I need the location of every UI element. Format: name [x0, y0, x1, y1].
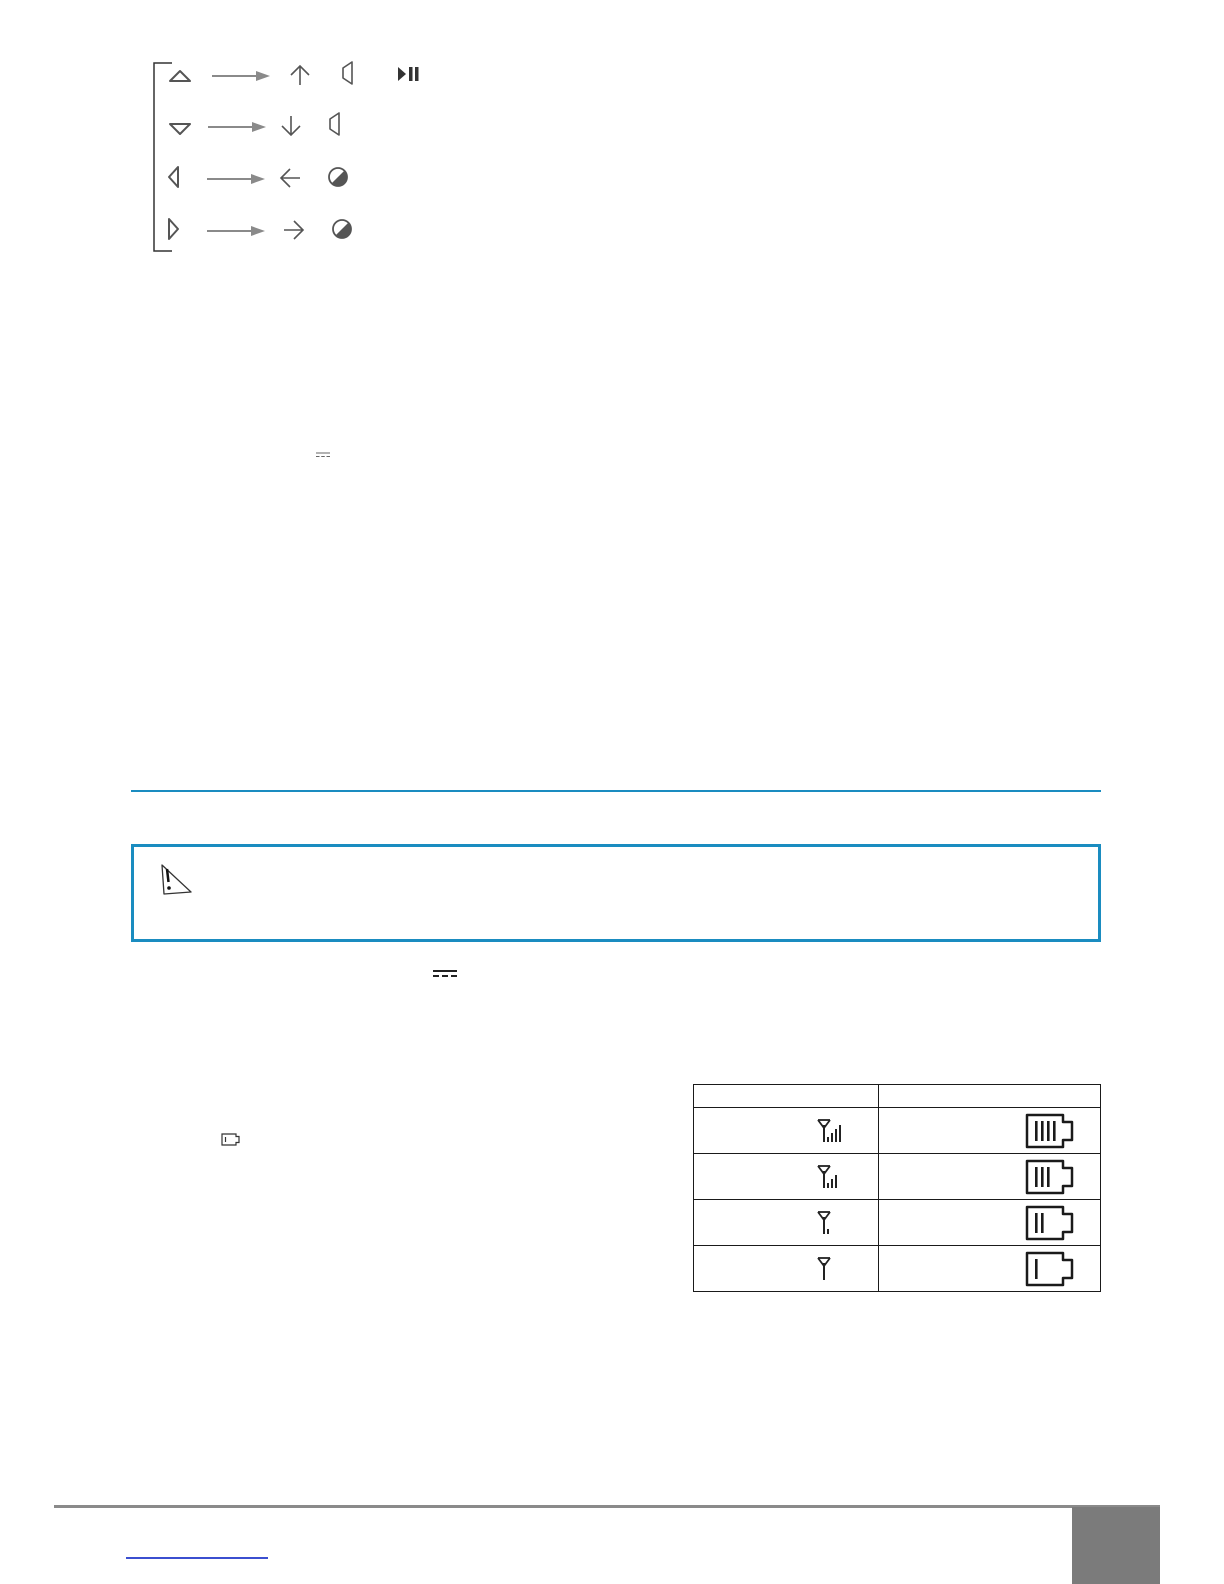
triangle-left-outline-icon [166, 165, 182, 189]
table-row [694, 1200, 1101, 1246]
dc-current-icon [433, 970, 457, 978]
signal-cell [694, 1200, 879, 1246]
signal-cell [694, 1108, 879, 1154]
speaker-icon [341, 60, 355, 86]
battery-cell [879, 1154, 1101, 1200]
triangle-right-outline-icon [166, 217, 182, 241]
battery-level-icon [1025, 1205, 1075, 1241]
arrow-up-icon [289, 64, 311, 86]
indicator-table [693, 1084, 1101, 1292]
table-row [694, 1154, 1101, 1200]
warning-box [131, 844, 1101, 942]
table-row [694, 1108, 1101, 1154]
triangle-down-outline-icon [168, 121, 192, 137]
page-number-tab [1072, 1507, 1160, 1584]
battery-level-icon [1025, 1251, 1075, 1287]
battery-cell [879, 1200, 1101, 1246]
mapping-arrow-icon [208, 121, 268, 133]
signal-cell [694, 1154, 879, 1200]
triangle-up-outline-icon [168, 68, 192, 84]
battery-level-icon [1025, 1113, 1075, 1149]
mapping-arrow-icon [207, 225, 267, 237]
footer-divider [54, 1505, 1160, 1508]
signal-strength-icon [817, 1257, 845, 1281]
dc-current-icon [316, 452, 330, 458]
section-divider [131, 790, 1101, 792]
signal-strength-icon [817, 1211, 845, 1235]
signal-strength-icon [817, 1165, 845, 1189]
arrow-down-icon [280, 115, 302, 137]
footer-link-underline[interactable] [126, 1557, 268, 1559]
arrow-left-icon [279, 167, 301, 189]
battery-cell [879, 1246, 1101, 1292]
signal-column-header [694, 1085, 879, 1108]
speaker-icon [328, 111, 342, 137]
mapping-arrow-icon [212, 70, 272, 82]
signal-cell [694, 1246, 879, 1292]
table-row [694, 1246, 1101, 1292]
arrow-right-icon [283, 219, 305, 241]
play-pause-icon [397, 65, 421, 83]
battery-icon [221, 1133, 241, 1146]
battery-cell [879, 1108, 1101, 1154]
mapping-arrow-icon [207, 173, 267, 185]
table-header-row [694, 1085, 1101, 1108]
battery-column-header [879, 1085, 1101, 1108]
warning-triangle-icon [158, 861, 198, 897]
signal-strength-icon [817, 1119, 845, 1143]
contrast-icon [331, 218, 353, 240]
contrast-icon [327, 166, 349, 188]
battery-level-icon [1025, 1159, 1075, 1195]
